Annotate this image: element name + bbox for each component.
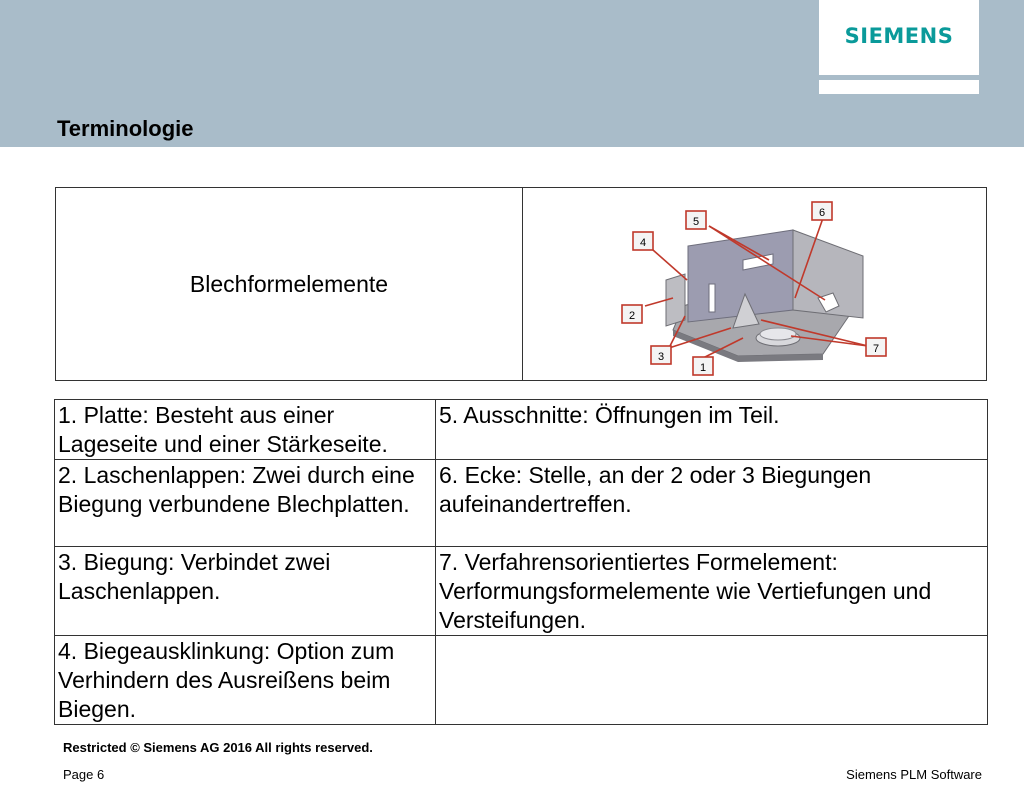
sheet-metal-diagram — [523, 188, 987, 380]
term-cell: 5. Ausschnitte: Öffnungen im Teil. — [436, 400, 988, 460]
table-row — [55, 460, 988, 547]
term-cell: 4. Biegeausklinkung: Option zum Verhindern des Ausreißens beim Biegen. — [55, 636, 436, 725]
callout-number-3: 3 — [657, 351, 665, 363]
term-cell: 7. Verfahrensorientiertes Formelement: Verformungsformelemente wie Vertiefungen und Versteifungen. — [436, 547, 988, 636]
back-wall-slot — [709, 284, 715, 312]
term-cell — [436, 636, 988, 725]
logo-text: SIEMENS — [844, 23, 954, 48]
table-row — [55, 547, 988, 636]
term-cell: 6. Ecke: Stelle, an der 2 oder 3 Biegungen aufeinandertreffen. — [436, 460, 988, 547]
emboss-top — [760, 328, 796, 340]
callout-box-7 — [866, 338, 886, 356]
terminology-table — [54, 399, 988, 725]
footer-copyright: Restricted © Siemens AG 2016 All rights reserved. — [63, 740, 373, 755]
callout-number-7: 7 — [872, 343, 880, 355]
overview-label: Blechformelemente — [189, 270, 389, 297]
footer-company: Siemens PLM Software — [846, 767, 982, 782]
callout-box-2 — [622, 305, 642, 323]
callout-number-5: 5 — [692, 216, 700, 228]
table-row — [55, 636, 988, 725]
overview-table — [55, 187, 987, 381]
term-cell: 1. Platte: Besteht aus einer Lageseite und einer Stärkeseite. — [55, 400, 436, 460]
table-row — [55, 400, 988, 460]
logo-strip — [819, 80, 979, 94]
siemens-logo — [819, 0, 979, 75]
callout-box-3 — [651, 346, 671, 364]
callout-box-5 — [686, 211, 706, 229]
callout-number-1: 1 — [699, 362, 707, 374]
callout-number-4: 4 — [639, 237, 647, 249]
term-cell: 2. Laschenlappen: Zwei durch eine Biegung verbundene Blechplatten. — [55, 460, 436, 547]
term-cell: 3. Biegung: Verbindet zwei Laschenlappen. — [55, 547, 436, 636]
callout-box-1 — [693, 357, 713, 375]
callout-number-2: 2 — [628, 310, 636, 322]
callout-number-6: 6 — [818, 207, 826, 219]
footer-page-number: Page 6 — [63, 767, 105, 782]
diagram-cell — [523, 188, 986, 380]
callout-box-6 — [812, 202, 832, 220]
callout-line-4 — [653, 250, 687, 280]
page-title: Terminologie — [57, 116, 194, 141]
callout-box-4 — [633, 232, 653, 250]
overview-label-cell — [56, 188, 523, 380]
